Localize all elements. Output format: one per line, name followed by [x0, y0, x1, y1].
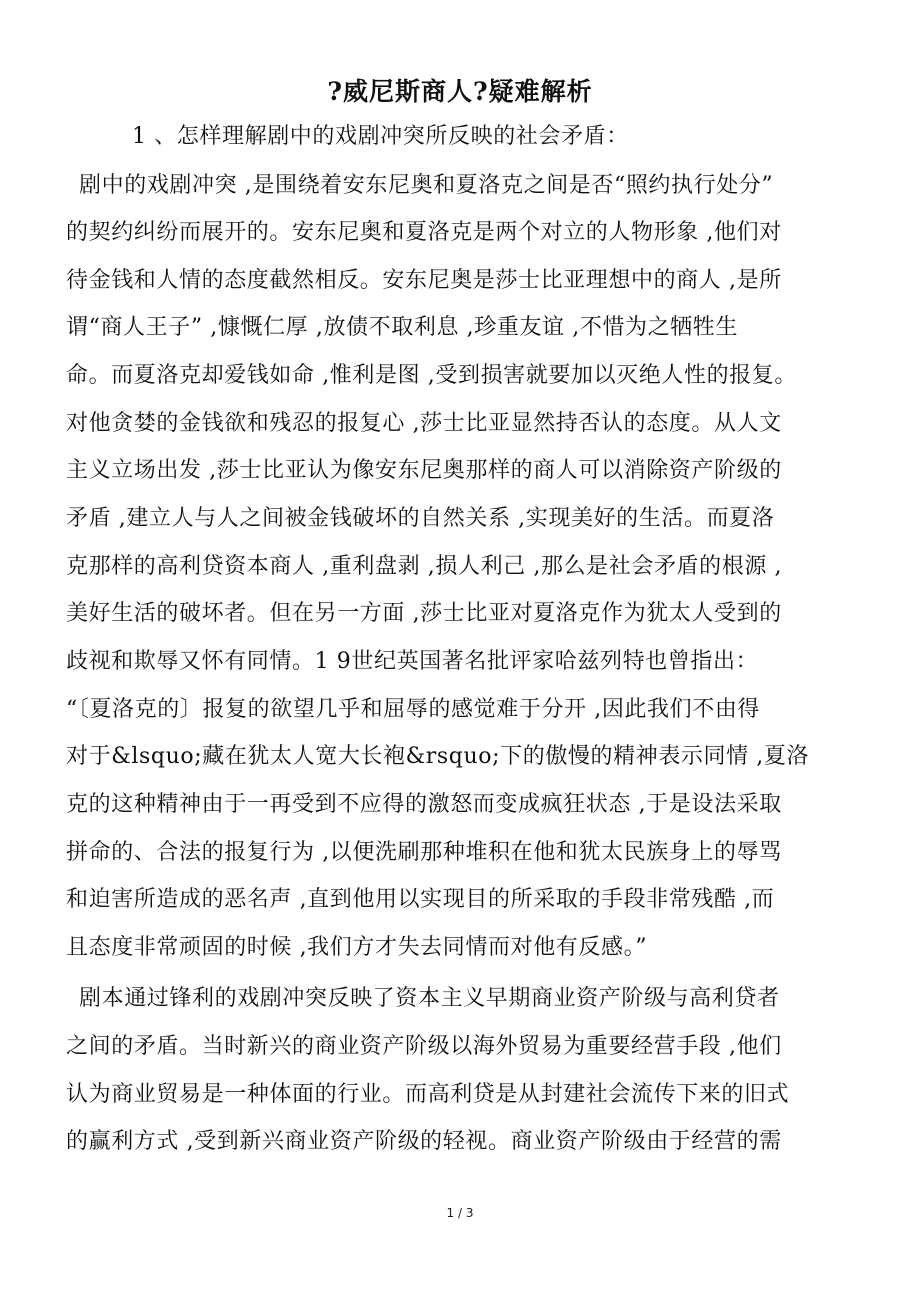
paragraph1-line-5: 命。而夏洛克却爱钱如命 ,惟利是图 ,受到损害就要加以灭绝人性的报复。 — [66, 363, 797, 388]
paragraph1-line-17: 且态度非常顽固的时候 ,我们方才失去同情而对他有反感。” — [66, 935, 648, 960]
paragraph2-line-3: 认为商业贸易是一种体面的行业。而高利贷是从封建社会流传下来的旧式 — [66, 1082, 790, 1107]
paragraph1-line-1: 剧中的戏剧冲突 ,是围绕着安东尼奥和夏洛克之间是否“照约执行处分” — [79, 173, 774, 198]
paragraph1-line-14: 克的这种精神由于一再受到不应得的激怒而变成疯狂状态 ,于是设法采取 — [66, 792, 782, 817]
paragraph1-line-2: 的契约纠纷而展开的。安东尼奥和夏洛克是两个对立的人物形象 ,他们对 — [66, 220, 782, 245]
paragraph1-line-4: 谓“商人王子” ,慷慨仁厚 ,放债不取利息 ,珍重友谊 ,不惜为之牺牲生 — [66, 315, 739, 340]
paragraph1-line-12: “〔夏洛克的〕报复的欲望几乎和屈辱的感觉难于分开 ,因此我们不由得 — [66, 697, 761, 722]
paragraph1-line-7: 主义立场出发 ,莎士比亚认为像安东尼奥那样的商人可以消除资产阶级的 — [66, 458, 782, 483]
paragraph1-line-3: 待金钱和人情的态度截然相反。安东尼奥是莎士比亚理想中的商人 ,是所 — [66, 268, 782, 293]
document-title: ?威尼斯商人?疑难解析 — [327, 77, 593, 106]
page-number: 1 / 3 — [446, 1206, 474, 1220]
paragraph1-line-15: 拼命的、合法的报复行为 ,以便洗刷那种堆积在他和犹太民族身上的辱骂 — [66, 840, 782, 865]
question-heading: 1 、怎样理解剧中的戏剧冲突所反映的社会矛盾： — [132, 124, 629, 149]
paragraph2-line-2: 之间的矛盾。当时新兴的商业资产阶级以海外贸易为重要经营手段 ,他们 — [66, 1034, 782, 1059]
paragraph1-line-11: 歧视和欺辱又怀有同情。1 9世纪英国著名批评家哈兹列特也曾指出： — [66, 649, 759, 674]
paragraph1-line-10: 美好生活的破坏者。但在另一方面 ,莎士比亚对夏洛克作为犹太人受到的 — [66, 601, 782, 626]
paragraph1-line-13: 对于&lsquo;藏在犹太人宽大长袍&rsquo;下的傲慢的精神表示同情 ,夏洛 — [66, 744, 810, 769]
paragraph1-line-16: 和迫害所造成的恶名声 ,直到他用以实现目的所采取的手段非常残酷 ,而 — [66, 887, 775, 912]
paragraph1-line-6: 对他贪婪的金钱欲和残忍的报复心 ,莎士比亚显然持否认的态度。从人文 — [66, 411, 782, 436]
paragraph2-line-4: 的赢利方式 ,受到新兴商业资产阶级的轻视。商业资产阶级由于经营的需 — [66, 1129, 782, 1154]
paragraph1-line-9: 克那样的高利贷资本商人 ,重利盘剥 ,损人利己 ,那么是社会矛盾的根源 , — [66, 554, 783, 579]
paragraph1-line-8: 矛盾 ,建立人与人之间被金钱破坏的自然关系 ,实现美好的生活。而夏洛 — [66, 506, 775, 531]
paragraph2-line-1: 剧本通过锋利的戏剧冲突反映了资本主义早期商业资产阶级与高利贷者 — [79, 986, 780, 1011]
